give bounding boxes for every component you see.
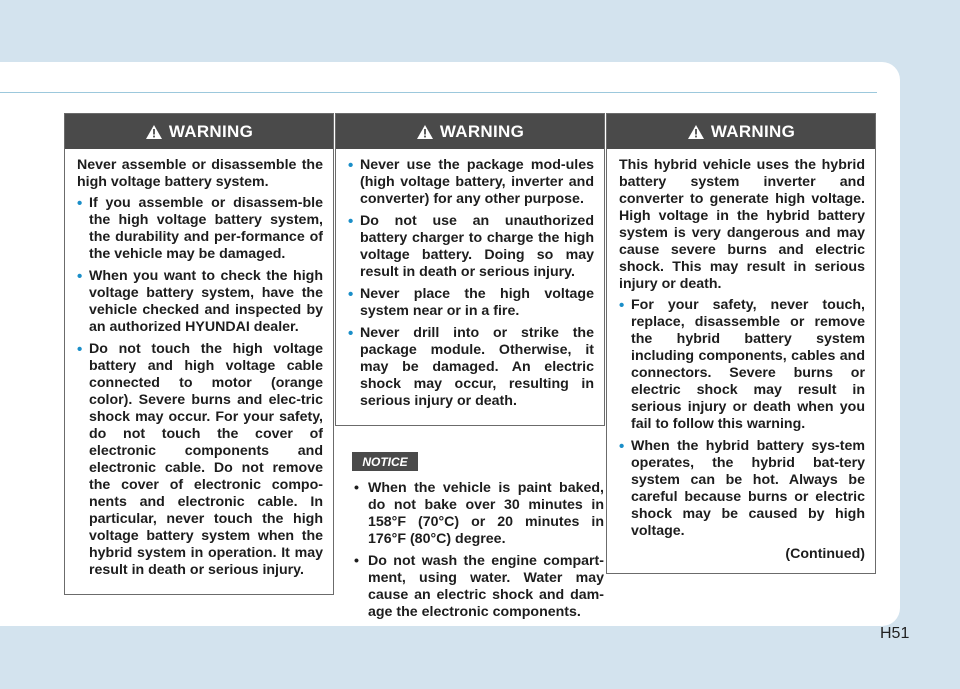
warning-item-text: Do not touch the high voltage battery and high voltage cable connected to motor (orange color). Severe burns and elec-tric shock may occur. For your safety, do not touch the cover of electronic components and electronic cable. Do not remove the cover of electronic compo-nents and electronic cable. In particular, never touch the high voltage battery system when the hybrid system in operation. It may result in death or serious injury. (89, 341, 323, 578)
warning-item (77, 195, 323, 263)
bullet-icon: • (619, 438, 625, 455)
bullet-icon: • (348, 213, 354, 230)
notice-list (352, 480, 604, 626)
warning-header (65, 114, 333, 149)
warning-item-text: Never use the package mod-ules (high voltage battery, inverter and converter) for any other purpose. (360, 157, 594, 207)
warning-triangle-icon (687, 124, 705, 140)
bullet-icon: • (348, 286, 354, 303)
warning-body (336, 149, 604, 425)
warning-body (607, 149, 875, 573)
bullet-icon: • (619, 297, 625, 314)
warning-header (336, 114, 604, 149)
warning-triangle-icon (145, 124, 163, 140)
warning-list (77, 195, 323, 579)
warning-triangle-icon (416, 124, 434, 140)
warning-item-text: When you want to check the high voltage battery system, have the vehicle checked and inspected by an authorized HYUNDAI dealer. (89, 268, 323, 335)
warning-body (65, 149, 333, 594)
notice-item (352, 480, 604, 548)
bullet-icon: • (77, 195, 83, 212)
warning-title: WARNING (439, 121, 525, 141)
warning-item-text: Do not use an unauthorized battery charger to charge the high voltage battery. Doing so may result in death or serious injury. (360, 213, 594, 280)
continued-label: (Continued) (785, 546, 865, 562)
warning-box-package-modules (335, 113, 605, 426)
warning-item (77, 341, 323, 579)
warning-item-text: Never place the high voltage system near or in a fire. (360, 286, 594, 319)
warning-list (348, 157, 594, 410)
warning-item (619, 297, 865, 433)
notice-item-text: Do not wash the engine compart-ment, using water. Water may cause an electric shock and dam-age the electronic components. (368, 553, 604, 620)
bullet-icon: • (354, 553, 359, 569)
warning-item (348, 157, 594, 208)
notice-badge: NOTICE (352, 452, 418, 471)
page-number: H51 (880, 625, 910, 642)
notice-item-text: When the vehicle is paint baked, do not bake over 30 minutes in 158°F (70°C) or 20 minutes in 176°F (80°C) degree. (368, 480, 604, 547)
warning-item (348, 213, 594, 281)
warning-header (607, 114, 875, 149)
warning-item-text: For your safety, never touch, replace, disassemble or remove the hybrid battery system including components, cables and connectors. Severe burns or electric shock may result in serious injury or death when you fail to follow this warning. (631, 297, 865, 432)
warning-item (619, 438, 865, 540)
warning-intro: This hybrid vehicle uses the hybrid battery system inverter and converter to generate high voltage. High voltage in the hybrid battery system is very dangerous and may cause severe burns and electric shock. This may result in serious injury or death. (619, 157, 865, 292)
top-rule (0, 92, 877, 93)
warning-intro: Never assemble or disassemble the high voltage battery system. (77, 157, 323, 190)
warning-item-text: If you assemble or disassem-ble the high voltage battery system, the durability and per-formance of the vehicle may be damaged. (89, 195, 323, 262)
warning-item-text: When the hybrid battery sys-tem operates, the hybrid bat-tery system can be hot. Always be careful because burns or electric shock may be caused by high voltage. (631, 438, 865, 539)
bullet-icon: • (77, 341, 83, 358)
warning-item (348, 286, 594, 320)
bullet-icon: • (354, 480, 359, 496)
warning-item (77, 268, 323, 336)
warning-item-text: Never drill into or strike the package module. Otherwise, it may be damaged. An electric shock may occur, resulting in serious injury or death. (360, 325, 594, 409)
notice-item (352, 553, 604, 621)
warning-box-battery-assembly (64, 113, 334, 595)
warning-item (348, 325, 594, 410)
bullet-icon: • (77, 268, 83, 285)
warning-box-hybrid-voltage (606, 113, 876, 574)
bullet-icon: • (348, 157, 354, 174)
warning-title: WARNING (710, 121, 796, 141)
warning-list (619, 297, 865, 540)
warning-title: WARNING (168, 121, 254, 141)
bullet-icon: • (348, 325, 354, 342)
